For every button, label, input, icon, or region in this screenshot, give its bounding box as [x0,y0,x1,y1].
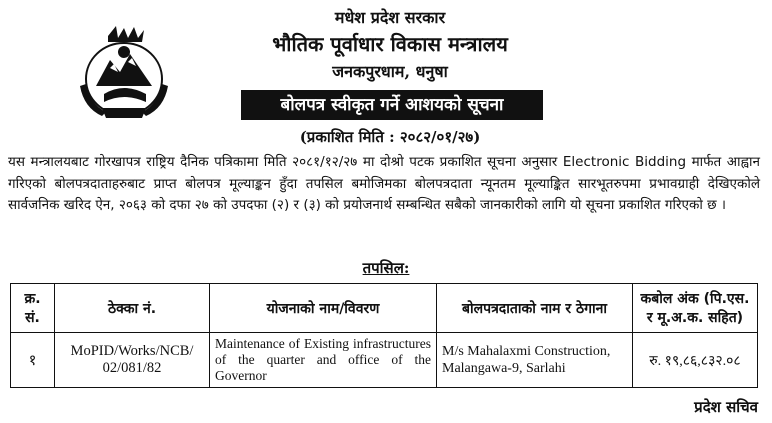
government-name: मधेश प्रदेश सरकार [334,8,446,27]
table-header-row [11,284,758,333]
table-row [11,333,758,388]
row-project-description: Maintenance of Existing infrastructures of the quarter and office of the Governor [210,333,437,388]
header-serial-number: क्र. सं. [11,284,55,333]
signatory-title: प्रदेश सचिव [694,398,758,416]
notice-title-banner: बोलपत्र स्वीकृत गर्ने आशयको सूचना [241,90,543,120]
row-bid-amount: रु. १९,८६,८३२.०८ [633,333,758,388]
row-contract-number: MoPID/Works/NCB/ 02/081/82 [55,333,210,388]
row-bidder [437,333,633,388]
ministry-name: भौतिक पूर्वाधार विकास मन्त्रालय [272,32,508,56]
row-serial-number: १ [11,333,55,388]
header-contract-number: ठेक्का नं. [55,284,210,333]
row-bidder-name: M/s Mahalaxmi Construction, [442,344,611,359]
header-bidder-name-address: बोलपत्रदाताको नाम र ठेगाना [437,284,633,333]
header-project-name: योजनाको नाम/विवरण [210,284,437,333]
header-bid-amount: कबोल अंक (पि.एस. र मू.अ.क. सहित) [633,284,758,333]
nepal-emblem-icon [72,24,176,122]
row-bidder-address: Malangawa-9, Sarlahi [442,361,566,376]
details-heading: तपसिल: [362,259,410,277]
published-date: (प्रकाशित मिति : २०८२/०१/२७) [299,128,481,146]
award-details-table [10,283,758,388]
notice-body-text: यस मन्त्रालयबाट गोरखापत्र राष्ट्रिय दैनिक पत्रिकामा मिति २०८१/१२/२७ मा दोश्रो पटक प्रकाशित सूचना अनुसार Electronic Bidding मार्फत आह्वान गरिएको बोलपत्रदाताहरुबाट प्राप्त बोलपत्र मूल्याङ्कन हुँदा तपसिल बमोजिमका बोलपत्रदाता न्यूनतम मूल्याङ्कित सारभूतरुपमा प्रभावग्राही देखिएकोले सार्वजनिक खरिद ऐन, २०६३ को दफा २७ को उपदफा (२) र (३) को प्रयोजनार्थ सम्बन्धित सबैको जानकारीको लागि यो सूचना प्रकाशित गरिएको छ । [8,154,760,213]
ministry-location: जनकपुरधाम, धनुषा [332,62,448,81]
